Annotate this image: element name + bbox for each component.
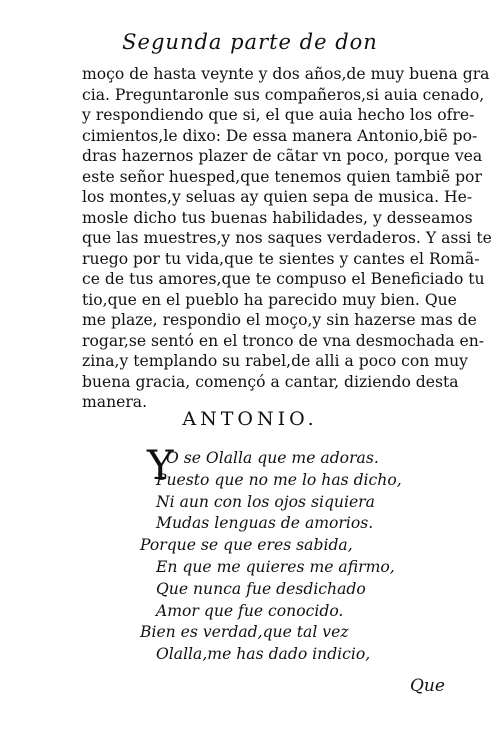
verse-line: Ni aun con los ojos siquiera [156, 492, 375, 511]
prose-line: buena gracia, començó a cantar, diziendo desta [82, 372, 459, 391]
prose-line: tio,que en el pueblo ha parecido muy bien. Que [82, 290, 457, 309]
prose-line: ce de tus amores,que te compuso el Beneficiado tu [82, 270, 485, 288]
prose-line: y respondiendo que si, el que auia hecho los ofre- [82, 106, 475, 124]
verse-line: Porque se que eres sabida, [140, 536, 353, 555]
verse-line: Bien es verdad,que tal vez [140, 623, 349, 642]
prose-line: este señor huesped,que tenemos quien tambiẽ por [82, 167, 482, 186]
verse-block [140, 443, 470, 666]
verse-line: Amor que fue conocido. [156, 601, 344, 620]
prose-line: cimientos,le dixo: De essa manera Antonio,biẽ po- [82, 126, 478, 145]
prose-line: zina,y templando su rabel,de alli a poco con muy [82, 352, 468, 370]
section-heading: ANTONIO. [182, 408, 318, 430]
prose-line: mosle dicho tus buenas habilidades, y desseamos [82, 208, 473, 227]
prose-line: manera. [82, 393, 148, 411]
verse-line: Puesto que no me lo has dicho, [156, 470, 402, 489]
prose-line: cia. Preguntaronle sus compañeros,si auia cenado, [82, 85, 485, 104]
prose-line: ruego por tu vida,que te sientes y cantes el Romã- [82, 249, 480, 268]
prose-line: que las muestres,y nos saques verdaderos. Y assi te [82, 229, 492, 247]
prose-line: moço de hasta veynte y dos años,de muy buena gra [82, 65, 490, 83]
verse-line: Mudas lenguas de amorios. [156, 514, 374, 533]
prose-line: los montes,y seluas ay quien sepa de musica. He- [82, 188, 473, 206]
prose-line: me plaze, respondio el moço,y sin hazerse mas de [82, 311, 477, 329]
verse-line: Olalla,me has dado indicio, [156, 645, 371, 664]
verse-line: En que me quieres me afirmo, [156, 557, 395, 576]
prose-line: dras hazernos plazer de cãtar vn poco, porque vea [82, 147, 483, 165]
verse-line: O se Olalla que me adoras. [166, 449, 379, 467]
drop-cap: Y [147, 443, 174, 489]
catchword: Que [410, 676, 445, 696]
running-header: Segunda parte de don [122, 30, 378, 54]
prose-paragraph [82, 64, 492, 413]
prose-line: rogar,se sentó en el tronco de vna desmochada en- [82, 331, 485, 350]
verse-line: Que nunca fue desdichado [156, 579, 366, 598]
